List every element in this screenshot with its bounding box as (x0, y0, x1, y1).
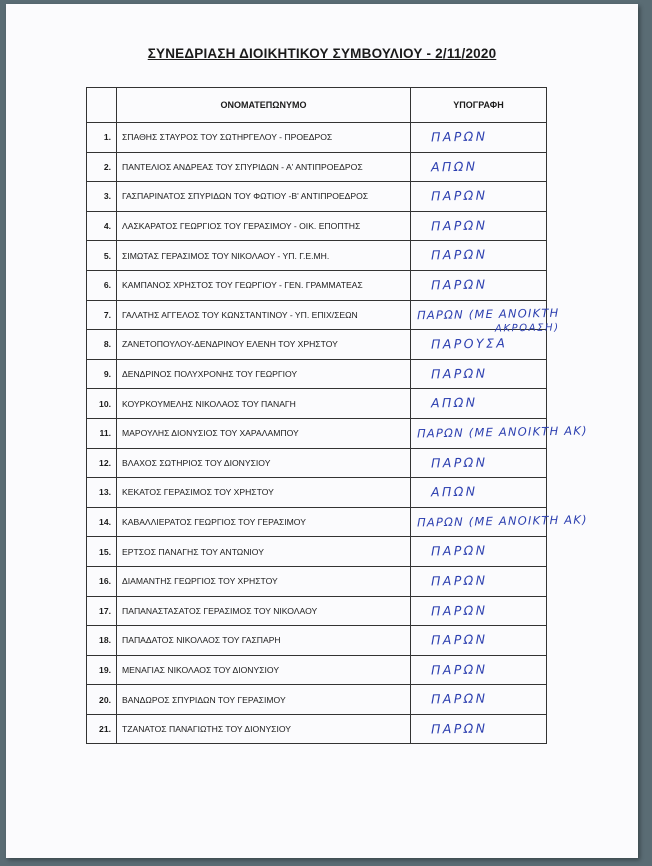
table-row (87, 152, 547, 182)
table-row (87, 389, 547, 419)
row-number: 2. (87, 152, 117, 182)
member-name: ΣΠΑΘΗΣ ΣΤΑΥΡΟΣ ΤΟΥ ΣΩΤΗΡΓΕΛΟΥ - ΠΡΟΕΔΡΟΣ (117, 123, 411, 153)
member-name: ΕΡΤΣΟΣ ΠΑΝΑΓΗΣ ΤΟΥ ΑΝΤΩΝΙΟΥ (117, 537, 411, 567)
table-row (87, 182, 547, 212)
member-name: ΒΑΝΔΩΡΟΣ ΣΠΥΡΙΔΩΝ ΤΟΥ ΓΕΡΑΣΙΜΟΥ (117, 685, 411, 715)
signature-cell (411, 211, 547, 241)
handwritten-signature: ΠΑΡΩΝ (430, 690, 488, 707)
handwritten-signature: ΠΑΡΩΝ (ΜΕ ΑΝΟΙΚΤΗ ΑΚ) (416, 423, 588, 441)
table-row (87, 507, 547, 537)
row-number: 4. (87, 211, 117, 241)
signature-cell (411, 626, 547, 656)
handwritten-signature: ΠΑΡΩΝ (430, 572, 488, 589)
table-row (87, 270, 547, 300)
signature-cell (411, 330, 547, 360)
signature-cell (411, 270, 547, 300)
signature-cell (411, 389, 547, 419)
header-number (87, 88, 117, 123)
row-number: 5. (87, 241, 117, 271)
handwritten-signature: ΠΑΡΩΝ (430, 454, 488, 471)
member-name: ΔΙΑΜΑΝΤΗΣ ΓΕΩΡΓΙΟΣ ΤΟΥ ΧΡΗΣΤΟΥ (117, 566, 411, 596)
row-number: 7. (87, 300, 117, 330)
table-row (87, 448, 547, 478)
signature-cell (411, 300, 560, 335)
signature-cell (411, 685, 547, 715)
member-name: ΠΑΠΑΔΑΤΟΣ ΝΙΚΟΛΑΟΣ ΤΟΥ ΓΑΣΠΑΡΗ (117, 626, 411, 656)
signature-cell (411, 448, 547, 478)
table-row (87, 537, 547, 567)
page-title: ΣΥΝΕΔΡΙΑΣΗ ΔΙΟΙΚΗΤΙΚΟΥ ΣΥΜΒΟΥΛΙΟΥ - 2/11/2020 (147, 46, 497, 61)
table-row (87, 478, 547, 508)
handwritten-signature: ΠΑΡΩΝ (430, 631, 488, 648)
table-row (87, 714, 547, 744)
member-name: ΠΑΝΤΕΛΙΟΣ ΑΝΔΡΕΑΣ ΤΟΥ ΣΠΥΡΙΔΩΝ - Α' ΑΝΤΙΠΡΟΕΔΡΟΣ (117, 152, 411, 182)
member-name: ΤΖΑΝΑΤΟΣ ΠΑΝΑΓΙΩΤΗΣ ΤΟΥ ΔΙΟΝΥΣΙΟΥ (117, 714, 411, 744)
table-row (87, 626, 547, 656)
handwritten-signature: ΠΑΡΩΝ (430, 542, 488, 559)
signature-cell (411, 537, 547, 567)
member-name: ΚΑΒΑΛΛΙΕΡΑΤΟΣ ΓΕΩΡΓΙΟΣ ΤΟΥ ΓΕΡΑΣΙΜΟΥ (117, 507, 411, 537)
handwritten-signature: ΠΑΡΩΝ (430, 217, 488, 234)
handwritten-signature: ΠΑΡΩΝ (430, 187, 488, 204)
signature-cell (411, 182, 547, 212)
handwritten-signature: ΑΠΩΝ (430, 158, 478, 174)
table-row (87, 123, 547, 153)
signature-cell (411, 123, 547, 153)
member-name: ΠΑΠΑΝΑΣΤΑΣΑΤΟΣ ΓΕΡΑΣΙΜΟΣ ΤΟΥ ΝΙΚΟΛΑΟΥ (117, 596, 411, 626)
table-row (87, 655, 547, 685)
row-number: 9. (87, 359, 117, 389)
row-number: 17. (87, 596, 117, 626)
header-name: ΟΝΟΜΑΤΕΠΩΝΥΜΟ (117, 88, 411, 123)
table-row (87, 685, 547, 715)
handwritten-signature: ΑΠΩΝ (430, 483, 478, 500)
signature-cell (411, 714, 547, 744)
member-name: ΜΕΝΑΓΙΑΣ ΝΙΚΟΛΑΟΣ ΤΟΥ ΔΙΟΝΥΣΙΟΥ (117, 655, 411, 685)
table-row (87, 359, 547, 389)
member-name: ΚΕΚΑΤΟΣ ΓΕΡΑΣΙΜΟΣ ΤΟΥ ΧΡΗΣΤΟΥ (117, 478, 411, 508)
handwritten-signature: ΠΑΡΩΝ (430, 246, 488, 263)
row-number: 15. (87, 537, 117, 567)
table-row (87, 418, 547, 448)
handwritten-signature: ΠΑΡΩΝ (430, 128, 488, 145)
handwritten-signature: ΠΑΡΩΝ (430, 602, 488, 618)
row-number: 10. (87, 389, 117, 419)
table-row (87, 241, 547, 271)
handwritten-signature: ΠΑΡΩΝ (ΜΕ ΑΝΟΙΚΤΗ (416, 305, 560, 322)
row-number: 8. (87, 330, 117, 360)
member-name: ΣΙΜΩΤΑΣ ΓΕΡΑΣΙΜΟΣ ΤΟΥ ΝΙΚΟΛΑΟΥ - ΥΠ. Γ.Ε.ΜΗ. (117, 241, 411, 271)
member-name: ΔΕΝΔΡΙΝΟΣ ΠΟΛΥΧΡΟΝΗΣ ΤΟΥ ΓΕΩΡΓΙΟΥ (117, 359, 411, 389)
row-number: 3. (87, 182, 117, 212)
header-signature: ΥΠΟΓΡΑΦΗ (411, 88, 547, 123)
handwritten-signature: ΠΑΡΩΝ (430, 720, 488, 737)
signature-cell (411, 566, 547, 596)
signature-cell (411, 359, 547, 389)
member-name: ΖΑΝΕΤΟΠΟΥΛΟΥ-ΔΕΝΔΡΙΝΟΥ ΕΛΕΝΗ ΤΟΥ ΧΡΗΣΤΟΥ (117, 330, 411, 360)
document-page (6, 4, 638, 858)
handwritten-signature: ΠΑΡΩΝ (430, 365, 488, 382)
row-number: 11. (87, 418, 117, 448)
handwritten-signature-note: ΑΚΡΟΑΣΗ) (494, 321, 560, 335)
table-row (87, 330, 547, 360)
attendance-table (86, 87, 588, 744)
row-number: 16. (87, 566, 117, 596)
table-row (87, 211, 547, 241)
handwritten-signature: ΠΑΡΩΝ (ΜΕ ΑΝΟΙΚΤΗ ΑΚ) (416, 512, 588, 530)
row-number: 20. (87, 685, 117, 715)
member-name: ΛΑΣΚΑΡΑΤΟΣ ΓΕΩΡΓΙΟΣ ΤΟΥ ΓΕΡΑΣΙΜΟΥ - ΟΙΚ. ΕΠΟΠΤΗΣ (117, 211, 411, 241)
row-number: 12. (87, 448, 117, 478)
row-number: 1. (87, 123, 117, 153)
row-number: 6. (87, 270, 117, 300)
signature-cell (411, 655, 547, 685)
row-number: 19. (87, 655, 117, 685)
member-name: ΜΑΡΟΥΛΗΣ ΔΙΟΝΥΣΙΟΣ ΤΟΥ ΧΑΡΑΛΑΜΠΟΥ (117, 418, 411, 448)
handwritten-signature: ΠΑΡΩΝ (430, 276, 488, 293)
signature-cell (411, 418, 588, 448)
row-number: 18. (87, 626, 117, 656)
handwritten-signature: ΑΠΩΝ (430, 394, 478, 411)
row-number: 21. (87, 714, 117, 744)
member-name: ΚΑΜΠΑΝΟΣ ΧΡΗΣΤΟΣ ΤΟΥ ΓΕΩΡΓΙΟΥ - ΓΕΝ. ΓΡΑΜΜΑΤΕΑΣ (117, 270, 411, 300)
table-header-row (87, 88, 547, 123)
signature-cell (411, 507, 588, 537)
table-row (87, 566, 547, 596)
signature-cell (411, 478, 547, 508)
member-name: ΓΑΛΑΤΗΣ ΑΓΓΕΛΟΣ ΤΟΥ ΚΩΝΣΤΑΝΤΙΝΟΥ - ΥΠ. ΕΠΙΧ/ΣΕΩΝ (117, 300, 411, 330)
row-number: 14. (87, 507, 117, 537)
table-row (87, 300, 547, 330)
signature-cell (411, 152, 547, 182)
table-row (87, 596, 547, 626)
signature-cell (411, 241, 547, 271)
signature-cell (411, 596, 547, 626)
member-name: ΓΑΣΠΑΡΙΝΑΤΟΣ ΣΠΥΡΙΔΩΝ ΤΟΥ ΦΩΤΙΟΥ -Β' ΑΝΤΙΠΡΟΕΔΡΟΣ (117, 182, 411, 212)
member-name: ΒΛΑΧΟΣ ΣΩΤΗΡΙΟΣ ΤΟΥ ΔΙΟΝΥΣΙΟΥ (117, 448, 411, 478)
handwritten-signature: ΠΑΡΩΝ (430, 661, 488, 678)
member-name: ΚΟΥΡΚΟΥΜΕΛΗΣ ΝΙΚΟΛΑΟΣ ΤΟΥ ΠΑΝΑΓΗ (117, 389, 411, 419)
handwritten-signature: ΠΑΡΟΥΣΑ (430, 335, 508, 352)
row-number: 13. (87, 478, 117, 508)
